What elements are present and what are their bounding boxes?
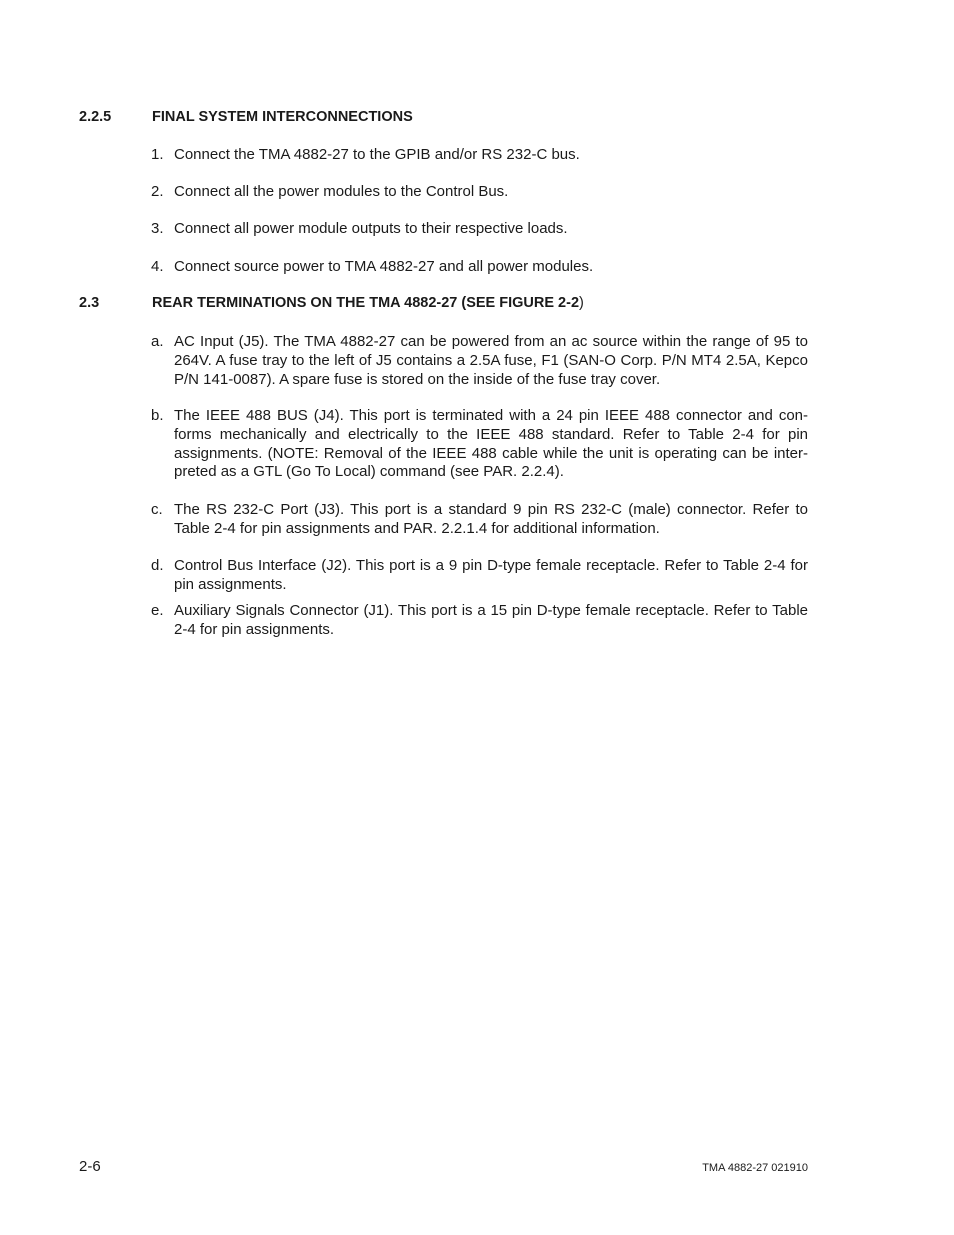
- list-item: [151, 146, 808, 165]
- list-item-text: The RS 232-C Port (J3). This port is a standard 9 pin RS 232-C (male) connector. Refer to Table 2-4 for pin assignments and PAR. 2.2.1.4 for additional information.: [174, 501, 808, 537]
- list-marker: 3.: [151, 220, 164, 237]
- list-item: [151, 602, 808, 640]
- section-title-text: REAR TERMINATIONS ON THE TMA 4882-27 (SEE FIGURE 2-2: [152, 295, 580, 311]
- list-item: [151, 220, 808, 239]
- list-item-text: Auxiliary Signals Connector (J1). This port is a 15 pin D-type female receptacle. Refer to Table 2-4 for pin assignments.: [174, 602, 808, 638]
- list-item-text: AC Input (J5). The TMA 4882-27 can be powered from an ac source within the range of 95 to 264V. A fuse tray to the left of J5 contains a 2.5A fuse, F1 (SAN-O Corp. P/N MT4 2.5A, Kepco P/N 141-0087). A spare fuse is stored on the inside of the fuse tray cover.: [174, 333, 808, 388]
- list-item-text: Connect all power module outputs to their respective loads.: [174, 220, 568, 237]
- list-marker: 1.: [151, 146, 164, 163]
- list-item-text: Connect the TMA 4882-27 to the GPIB and/or RS 232-C bus.: [174, 146, 580, 163]
- list-marker: c.: [151, 501, 163, 518]
- list-item-text: The IEEE 488 BUS (J4). This port is terminated with a 24 pin IEEE 488 connector and conforms mechanically and electrically to the IEEE 488 standard. Refer to Table 2-4 for pin assignments. (NOTE: Removal of the IEEE 488 cable while the unit is operating can be interpreted as a GTL (Go To Local) command (see PAR. 2.2.4).: [174, 407, 808, 481]
- list-marker: b.: [151, 407, 164, 424]
- page-number: 2-6: [79, 1158, 101, 1175]
- list-item: [151, 557, 808, 595]
- list-item: [151, 501, 808, 539]
- list-item: [151, 333, 808, 389]
- list-item-text: Control Bus Interface (J2). This port is a 9 pin D-type female receptacle. Refer to Table 2-4 for pin assignments.: [174, 557, 808, 593]
- list-marker: e.: [151, 602, 164, 619]
- section-number: 2.2.5: [79, 109, 112, 125]
- list-item-text: Connect all the power modules to the Control Bus.: [174, 183, 509, 200]
- list-marker: 2.: [151, 183, 164, 200]
- list-marker: 4.: [151, 258, 164, 275]
- list-marker: a.: [151, 333, 164, 350]
- section-title: FINAL SYSTEM INTERCONNECTIONS: [152, 109, 413, 125]
- list-item: [151, 258, 808, 277]
- document-id: TMA 4882-27 021910: [702, 1162, 808, 1174]
- list-item: [151, 183, 808, 202]
- section-number: 2.3: [79, 295, 100, 311]
- list-item: [151, 407, 808, 482]
- section-title: [152, 295, 584, 311]
- section-title-paren: ): [579, 295, 584, 311]
- list-marker: d.: [151, 557, 164, 574]
- list-item-text: Connect source power to TMA 4882-27 and all power modules.: [174, 258, 594, 275]
